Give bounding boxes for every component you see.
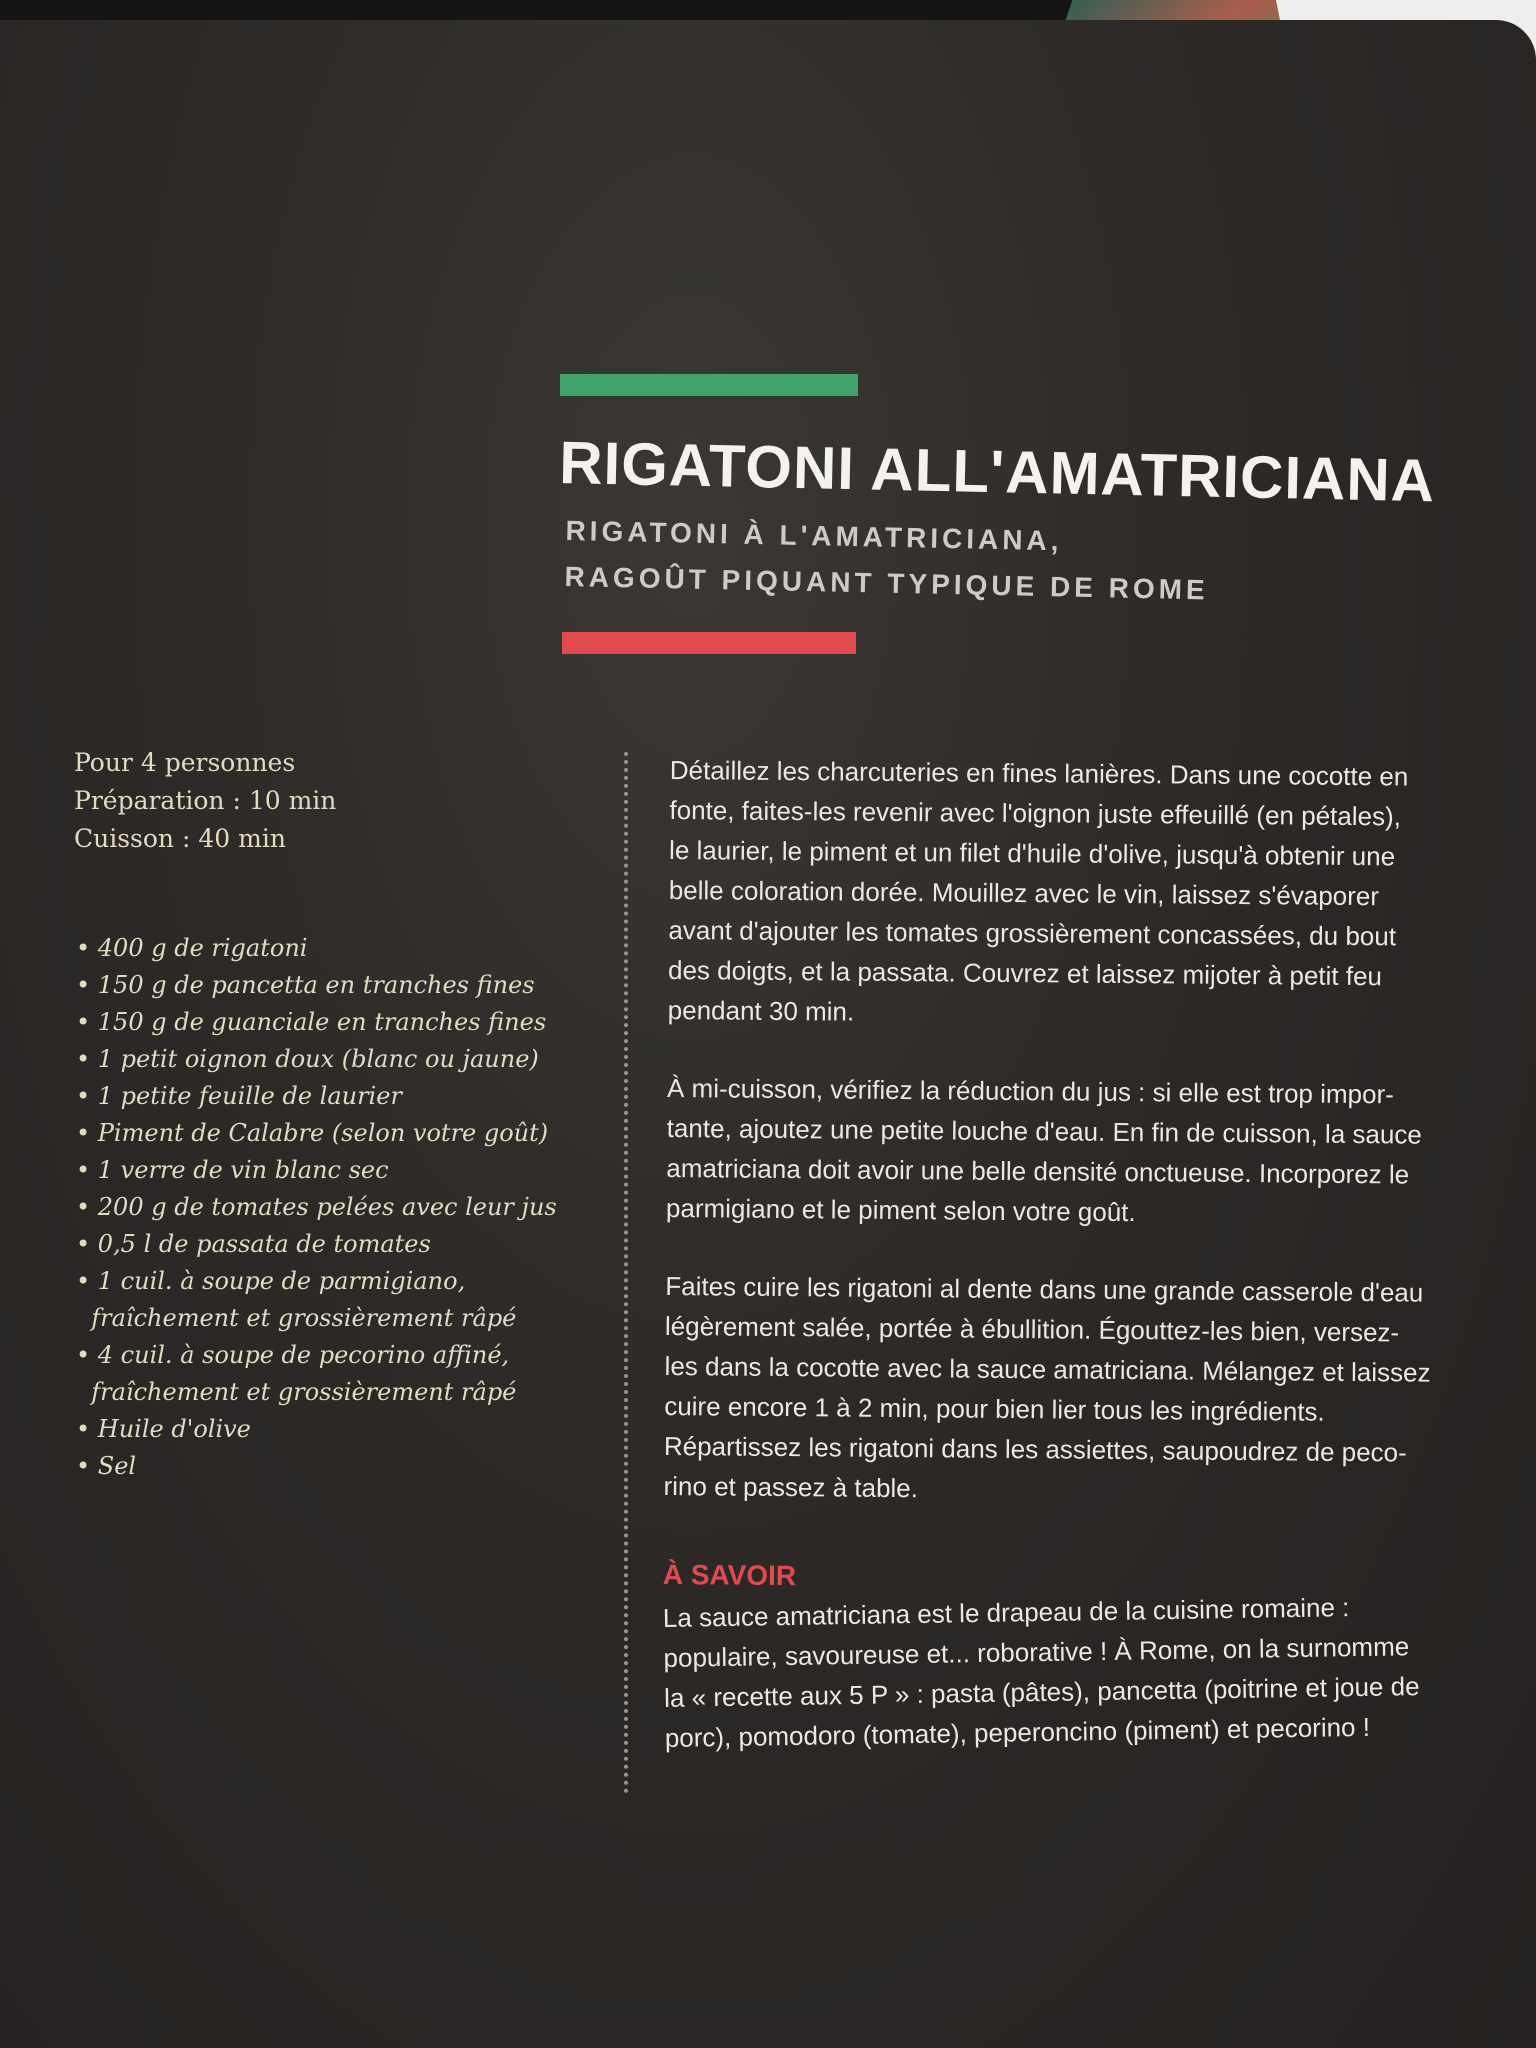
- prep-time: Préparation : 10 min: [74, 786, 337, 815]
- text-line: porc), pomodoro (tomate), peperoncino (piment) et pecorino !: [664, 1711, 1371, 1753]
- ingredient-item: • 4 cuil. à soupe de pecorino affiné,: [76, 1341, 510, 1369]
- recipe-subtitle: [564, 508, 1506, 620]
- text-line: le laurier, le piment et un filet d'huile d'olive, jusqu'à obtenir une: [668, 834, 1396, 872]
- ingredient-item: • Huile d'olive: [76, 1415, 251, 1443]
- text-line: légèrement salée, portée à ébullition. Égouttez-les bien, versez-: [664, 1310, 1400, 1348]
- ingredients-list: [76, 930, 596, 1485]
- ingredient-item: • Piment de Calabre (selon votre goût): [76, 1119, 549, 1147]
- text-line: amatriciana doit avoir une belle densité onctueuse. Incorporez le: [666, 1152, 1410, 1190]
- dotted-divider: [624, 752, 628, 1794]
- text-line: La sauce amatriciana est le drapeau de la cuisine romaine :: [662, 1592, 1350, 1633]
- subtitle-line: RAGOÛT PIQUANT TYPIQUE DE ROME: [564, 560, 1209, 606]
- ingredient-item: • Sel: [76, 1452, 137, 1480]
- recipe-meta: [74, 744, 514, 858]
- ingredient-item: • 1 verre de vin blanc sec: [76, 1156, 389, 1184]
- step-paragraph: [668, 750, 1502, 1037]
- text-line: Faites cuire les rigatoni al dente dans une grande casserole d'eau: [665, 1270, 1424, 1308]
- ingredient-item: • 150 g de guanciale en tranches fines: [76, 1008, 547, 1036]
- servings: Pour 4 personnes: [74, 748, 296, 777]
- ingredient-item: • 0,5 l de passata de tomates: [76, 1230, 431, 1258]
- text-line: pendant 30 min.: [667, 994, 855, 1027]
- ingredient-item: • 1 petite feuille de laurier: [76, 1082, 402, 1110]
- text-line: tante, ajoutez une petite louche d'eau. En fin de cuisson, la sauce: [666, 1112, 1422, 1150]
- ingredient-item: fraîchement et grossièrement râpé: [76, 1304, 517, 1332]
- note-heading: À SAVOIR: [662, 1558, 797, 1592]
- ingredient-item: • 1 cuil. à soupe de parmigiano,: [76, 1267, 466, 1295]
- ingredient-item: fraîchement et grossièrement râpé: [76, 1378, 517, 1406]
- flag-green-bar: [560, 374, 858, 396]
- text-line: avant d'ajouter les tomates grossièrement concassées, du bout: [668, 914, 1397, 952]
- text-line: les dans la cocotte avec la sauce amatriciana. Mélangez et laissez: [664, 1350, 1431, 1388]
- recipe-steps: [661, 750, 1502, 1765]
- text-line: cuire encore 1 à 2 min, pour bien lier tous les ingrédients.: [664, 1390, 1325, 1427]
- text-line: la « recette aux 5 P » : pasta (pâtes), pancetta (poitrine et joue de: [663, 1671, 1420, 1713]
- text-line: À mi-cuisson, vérifiez la réduction du jus : si elle est trop impor-: [666, 1072, 1394, 1110]
- note-text: [663, 1585, 1497, 1758]
- text-line: populaire, savoureuse et... roborative ! À Rome, on la surnomme: [663, 1631, 1410, 1673]
- text-line: parmigiano et le piment selon votre goût.: [665, 1192, 1136, 1228]
- text-line: fonte, faites-les revenir avec l'oignon juste effeuillé (en pétales),: [669, 794, 1402, 832]
- text-line: belle coloration dorée. Mouillez avec le vin, laissez s'évaporer: [668, 874, 1380, 912]
- subtitle-line: RIGATONI À L'AMATRICIANA,: [565, 514, 1063, 557]
- step-paragraph: [663, 1266, 1497, 1513]
- text-line: rino et passez à table.: [663, 1470, 919, 1504]
- flag-red-bar: [562, 632, 856, 654]
- recipe-title: RIGATONI ALL'AMATRICIANA: [558, 428, 1436, 515]
- ingredient-item: • 1 petit oignon doux (blanc ou jaune): [76, 1045, 539, 1073]
- text-line: Répartissez les rigatoni dans les assiettes, saupoudrez de peco-: [663, 1430, 1407, 1468]
- ingredient-item: • 200 g de tomates pelées avec leur jus: [76, 1193, 557, 1221]
- ingredient-item: • 400 g de rigatoni: [76, 934, 308, 962]
- text-line: Détaillez les charcuteries en fines lanières. Dans une cocotte en: [669, 754, 1409, 792]
- step-paragraph: [666, 1068, 1499, 1235]
- text-line: des doigts, et la passata. Couvrez et laissez mijoter à petit feu: [667, 954, 1383, 992]
- cook-time: Cuisson : 40 min: [74, 824, 286, 853]
- ingredient-item: • 150 g de pancetta en tranches fines: [76, 971, 535, 999]
